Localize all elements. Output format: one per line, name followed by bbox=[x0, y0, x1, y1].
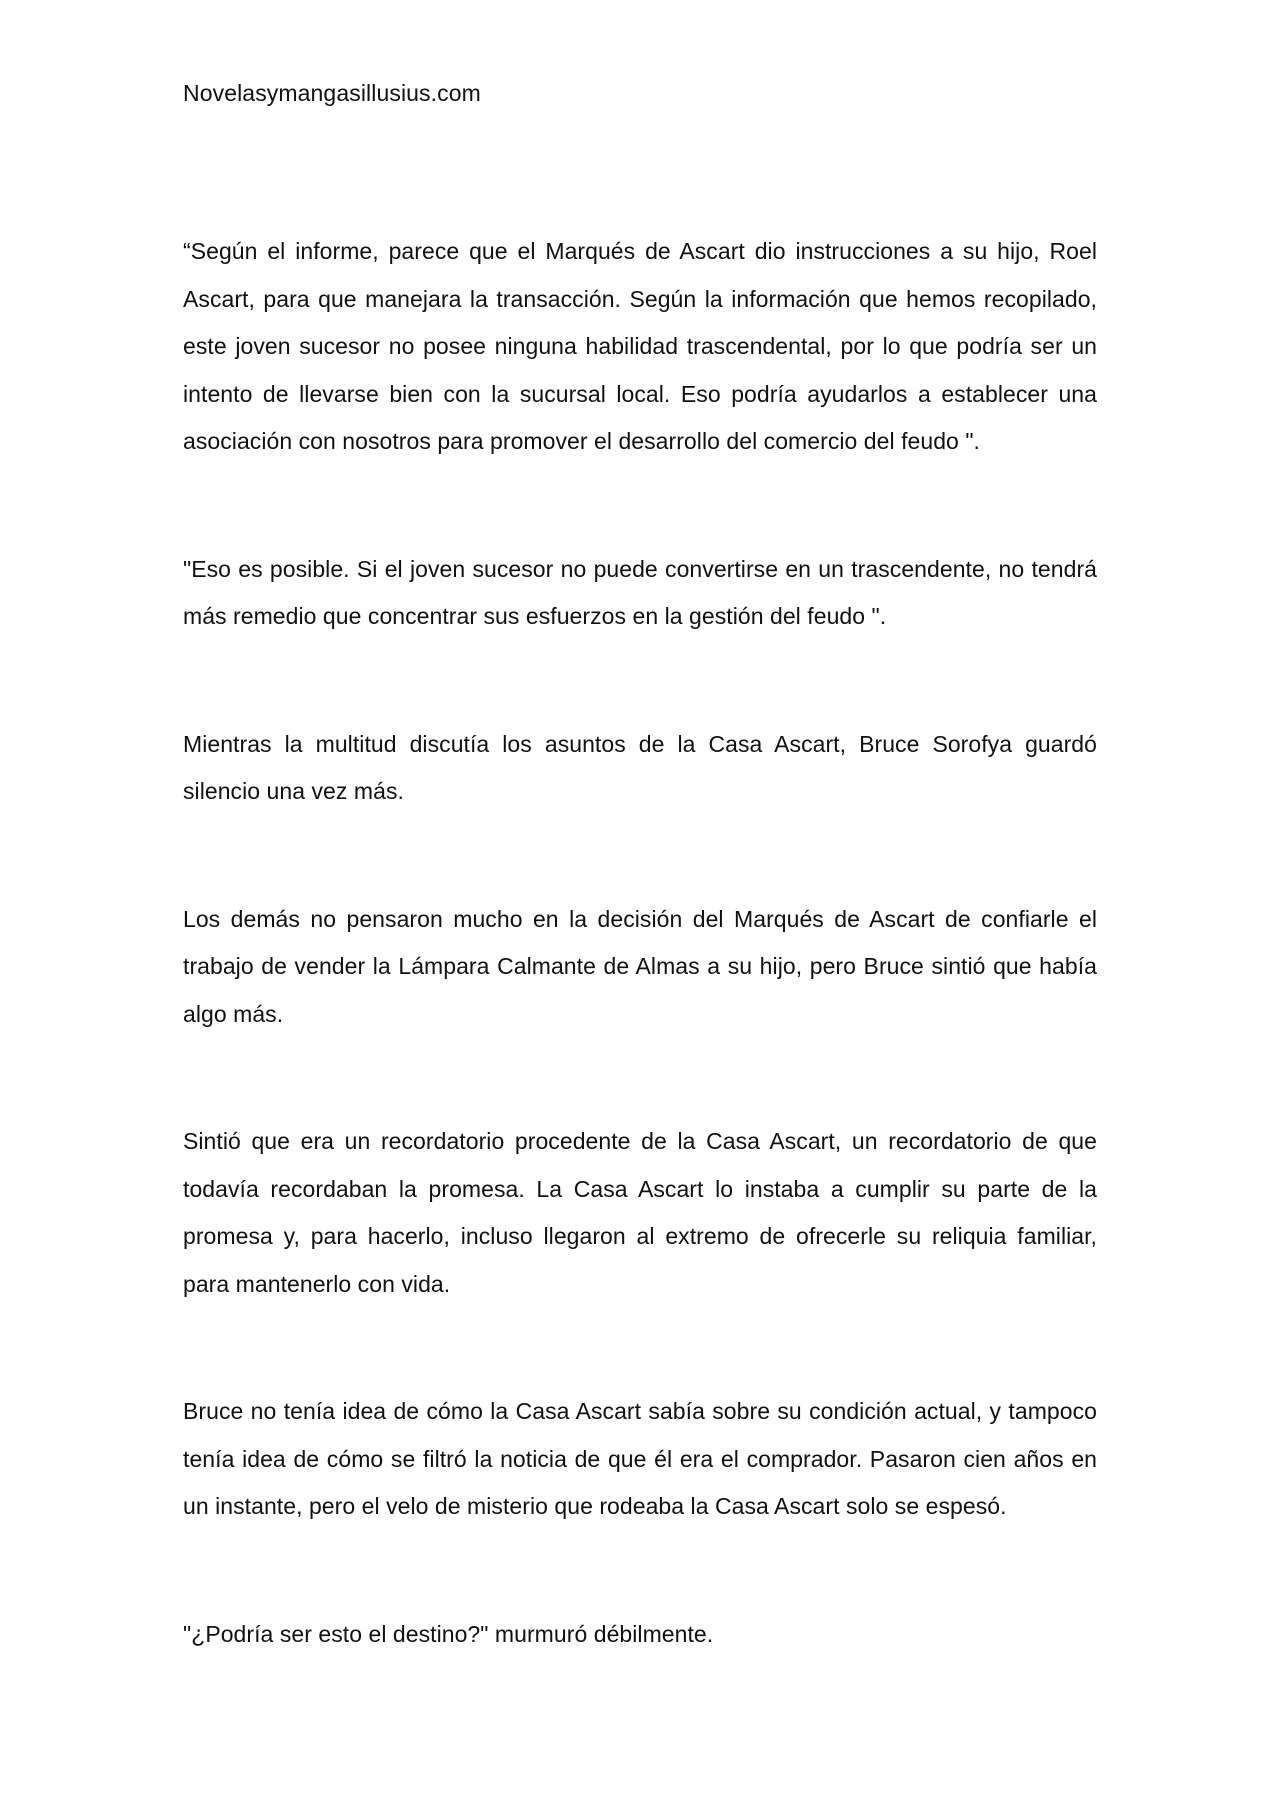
paragraph: Bruce no tenía idea de cómo la Casa Ascart sabía sobre su condición actual, y tampoco tenía idea de cómo se filtró la noticia de que él era el comprador. Pasaron cien años en un instante, pero el velo de misterio que rodeaba la Casa Ascart solo se espesó. bbox=[183, 1398, 1097, 1519]
paragraph: Los demás no pensaron mucho en la decisión del Marqués de Ascart de confiarle el trabajo de vender la Lámpara Calmante de Almas a su hijo, pero Bruce sintió que había algo más. bbox=[183, 905, 1097, 1027]
paragraph: Sintió que era un recordatorio procedente de la Casa Ascart, un recordatorio de que todavía recordaban la promesa. La Casa Ascart lo instaba a cumplir su parte de la promesa y, para hacerlo, incluso llegaron al extremo de ofrecerle su reliquia familiar, para mantenerlo con vida. bbox=[183, 1128, 1097, 1297]
paragraph: "¿Podría ser esto el destino?" murmuró débilmente. bbox=[183, 1620, 714, 1647]
site-header: Novelasymangasillusius.com bbox=[183, 80, 481, 106]
document-body bbox=[183, 228, 1097, 1738]
paragraph: “Según el informe, parece que el Marqués de Ascart dio instrucciones a su hijo, Roel Ascart, para que manejara la transacción. Según la información que hemos recopilado, este joven sucesor no posee ninguna habilidad trascendental, por lo que podría ser un intento de llevarse bien con la sucursal local. Eso podría ayudarlos a establecer una asociación con nosotros para promover el desarrollo del comercio del feudo ". bbox=[183, 238, 1097, 454]
paragraph: Mientras la multitud discutía los asuntos de la Casa Ascart, Bruce Sorofya guardó silencio una vez más. bbox=[183, 730, 1097, 804]
paragraph: "Eso es posible. Si el joven sucesor no puede convertirse en un trascendente, no tendrá más remedio que concentrar sus esfuerzos en la gestión del feudo ". bbox=[183, 555, 1097, 629]
